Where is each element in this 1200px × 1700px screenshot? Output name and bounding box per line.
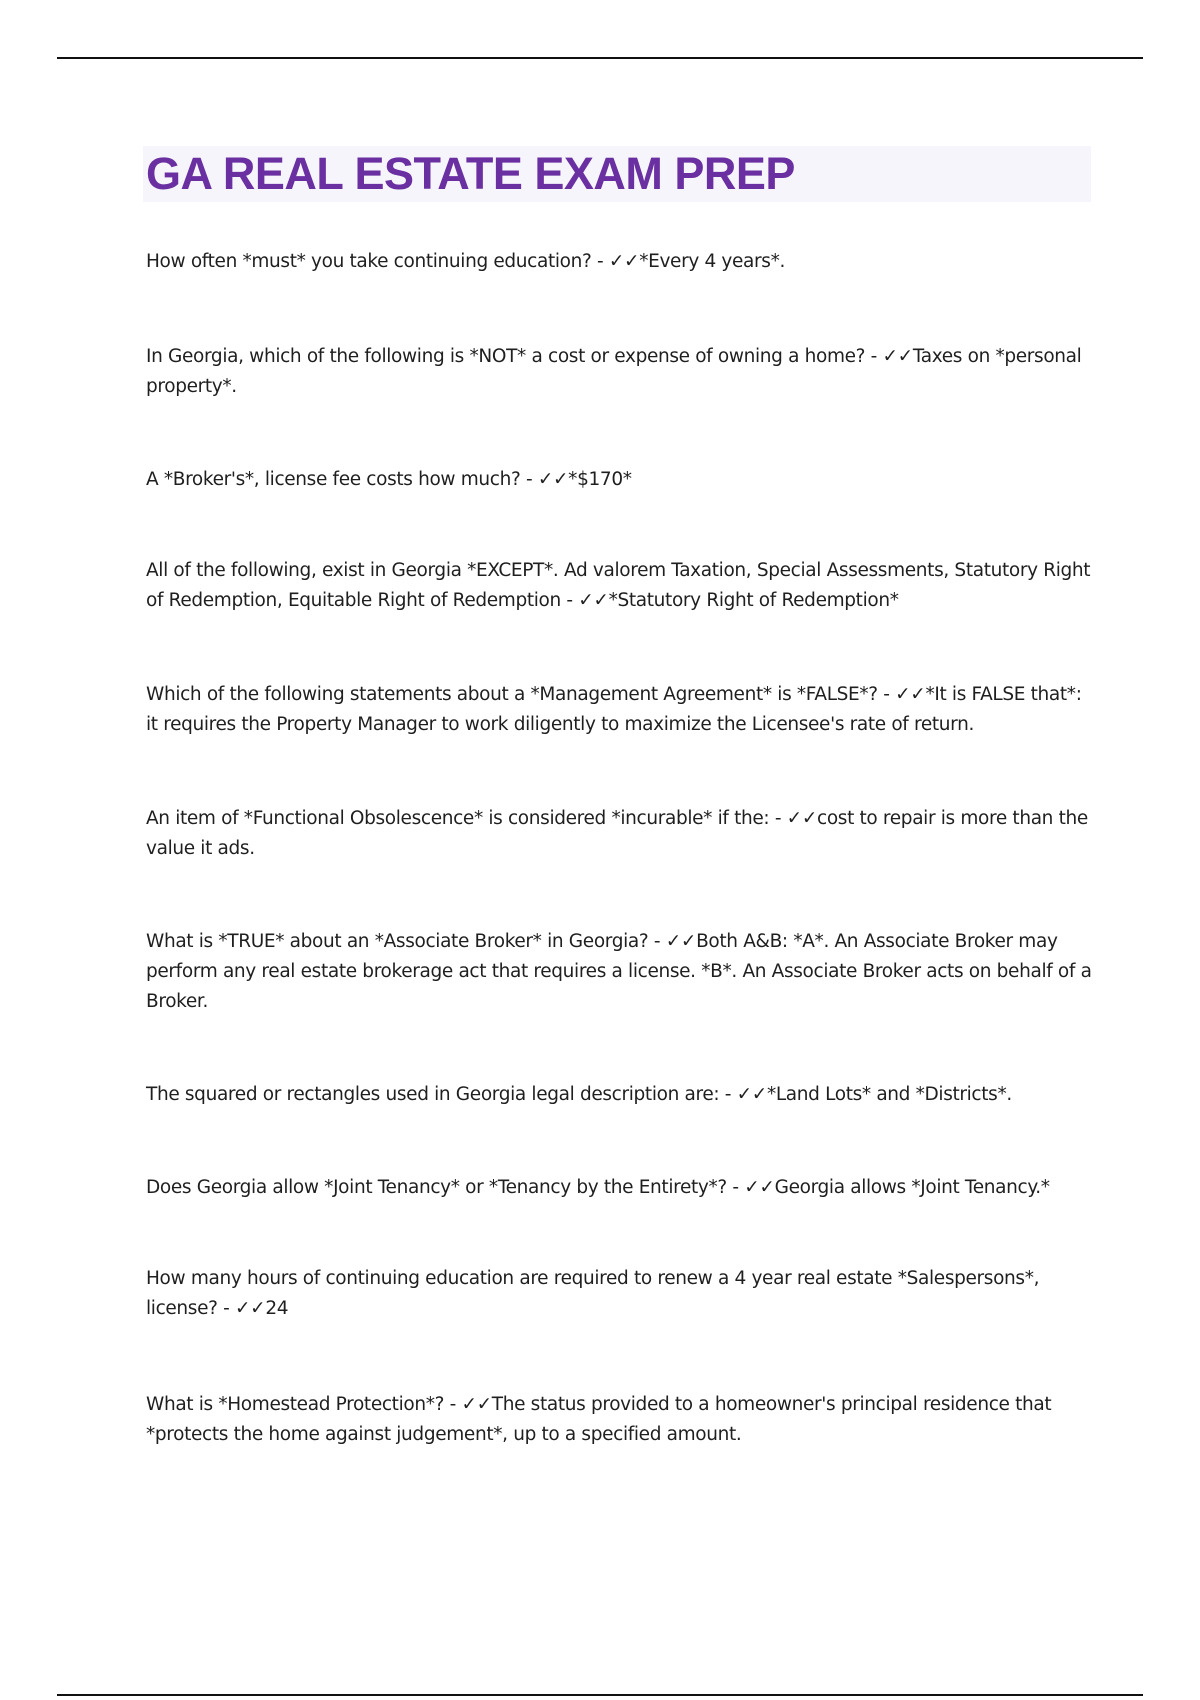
top-rule (57, 57, 1143, 59)
checkmark-icon: - ✓✓ (769, 808, 817, 829)
qa-item-4 (146, 556, 1096, 616)
answer: Georgia allows *Joint Tenancy.* (774, 1177, 1050, 1198)
qa-item-1 (146, 247, 1096, 277)
answer: *Land Lots* and *Districts*. (766, 1084, 1012, 1105)
document-title: GA REAL ESTATE EXAM PREP (146, 148, 795, 199)
question: The squared or rectangles used in Georgia legal description are: (146, 1084, 720, 1105)
question: In Georgia, which of the following is *NOT* a cost or expense of owning a home? (146, 346, 866, 367)
answer: cost to repair is more than the value it ads. (146, 808, 1088, 859)
checkmark-icon: - ✓✓ (719, 1084, 767, 1105)
qa-item-3 (146, 465, 1096, 495)
qa-item-8 (146, 1080, 1096, 1110)
checkmark-icon: - ✓✓ (648, 931, 697, 952)
question: Does Georgia allow *Joint Tenancy* or *Tenancy by the Entirety*? (146, 1177, 727, 1198)
qa-item-6 (146, 804, 1096, 864)
question: How often *must* you take continuing education? (146, 251, 592, 272)
answer: *It is FALSE that*: it requires the Property Manager to work diligently to maximize the Licensee's rate of return. (146, 684, 1082, 735)
question: An item of *Functional Obsolescence* is considered *incurable* if the: (146, 808, 770, 829)
qa-item-10 (146, 1264, 1096, 1324)
question: A *Broker's*, license fee costs how much? (146, 469, 521, 490)
answer: *Statutory Right of Redemption* (608, 590, 899, 611)
answer: *Every 4 years*. (639, 251, 785, 272)
checkmark-icon: - ✓✓ (877, 684, 926, 705)
bottom-rule (57, 1694, 1143, 1696)
question: How many hours of continuing education are required to renew a 4 year real estate *Salespersons*, license? (146, 1268, 1040, 1319)
answer: Both A&B: *A*. An Associate Broker may perform any real estate brokerage act that requires a license. *B*. An Associate Broker acts on behalf of a Broker. (146, 931, 1092, 1012)
answer: 24 (265, 1298, 289, 1319)
answer: The status provided to a homeowner's principal residence that *protects the home against judgement*, up to a specified amount. (146, 1394, 1052, 1445)
qa-item-11 (146, 1390, 1096, 1450)
question: Which of the following statements about a *Management Agreement* is *FALSE*? (146, 684, 878, 705)
qa-item-7 (146, 927, 1096, 1017)
question: What is *Homestead Protection*? (146, 1394, 445, 1415)
answer: Taxes on *personal property*. (146, 346, 1082, 397)
checkmark-icon: - ✓✓ (865, 346, 913, 367)
checkmark-icon: - ✓✓ (560, 590, 609, 611)
checkmark-icon: - ✓✓ (726, 1177, 775, 1198)
qa-item-2 (146, 342, 1096, 402)
qa-item-9 (146, 1173, 1096, 1203)
question: What is *TRUE* about an *Associate Broker* in Georgia? (146, 931, 649, 952)
qa-item-5 (146, 680, 1096, 740)
checkmark-icon: - ✓✓ (520, 469, 569, 490)
checkmark-icon: - ✓✓ (591, 251, 640, 272)
checkmark-icon: - ✓✓ (444, 1394, 492, 1415)
checkmark-icon: - ✓✓ (217, 1298, 266, 1319)
answer: *$170* (568, 469, 632, 490)
question: All of the following, exist in Georgia *EXCEPT*. Ad valorem Taxation, Special Assessments, Statutory Right of Redemption, Equitable Right of Redemption (146, 560, 1091, 611)
